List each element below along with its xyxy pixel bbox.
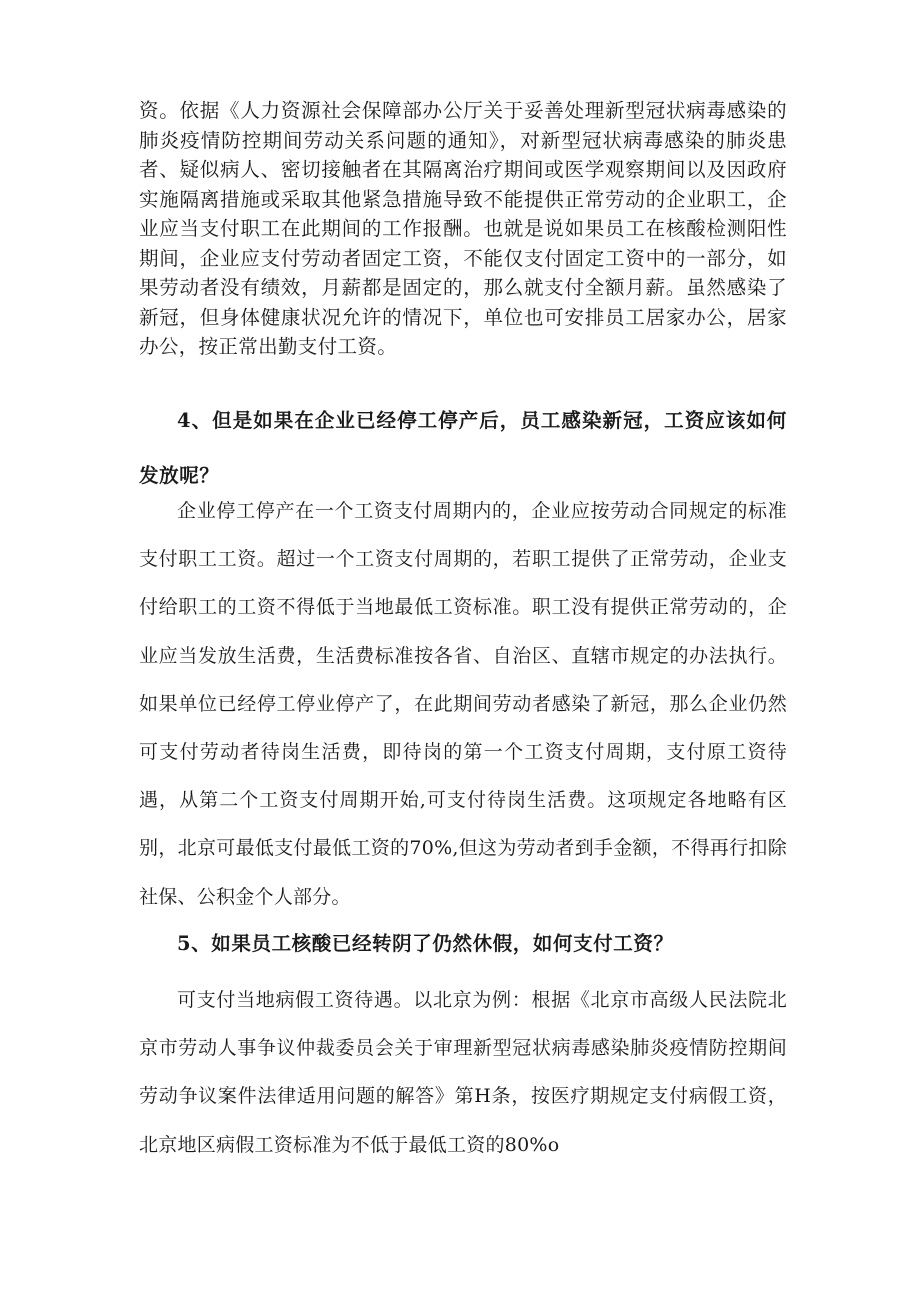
section-heading-4: 4、但是如果在企业已经停工停产后，员工感染新冠，工资应该如何发放呢？ xyxy=(139,409,787,487)
section-heading-5: 5、如果员工核酸已经转阴了仍然休假，如何支付工资？ xyxy=(177,932,674,955)
paragraph-section-4: 企业停工停产在一个工资支付周期内的，企业应按劳动合同规定的标准支付职工工资。超过一个工资支付周期的，若职工提供了正常劳动，企业支付给职工的工资不得低于当地最低工资标准。职工没有提供正常劳动的，企业应当发放生活费，生活费标准按各省、自治区、直辖市规定的办法执行。如果单位已经停工停业停产了，在此期间劳动者感染了新冠，那么企业仍然可支付劳动者待岗生活费，即待岗的第一个工资支付周期，支付原工资待遇，从第二个工资支付周期开始,可支付待岗生活费。这项规定各地略有区别，北京可最低支付最低工资的70%,但这为劳动者到手金额，不得再行扣除社保、公积金个人部分。 xyxy=(139,500,787,908)
paragraph-section-5: 可支付当地病假工资待遇。以北京为例：根据《北京市高级人民法院北京市劳动人事争议仲裁委员会关于审理新型冠状病毒感染肺炎疫情防控期间劳动争议案件法律适用问题的解答》第H条，按医疗期规定支付病假工资，北京地区病假工资标准为不低于最低工资的80%o xyxy=(139,989,787,1156)
paragraph-continuation: 资。依据《人力资源社会保障部办公厅关于妥善处理新型冠状病毒感染的肺炎疫情防控期间劳动关系问题的通知》，对新型冠状病毒感染的肺炎患者、疑似病人、密切接触者在其隔离治疗期间或医学观察期间以及因政府实施隔离措施或采取其他紧急措施导致不能提供正常劳动的企业职工，企业应当支付职工在此期间的工作报酬。也就是说如果员工在核酸检测阳性期间，企业应支付劳动者固定工资，不能仅支付固定工资中的一部分，如果劳动者没有绩效，月薪都是固定的，那么就支付全额月薪。虽然感染了新冠，但身体健康状况允许的情况下，单位也可安排员工居家办公，居家办公，按正常出勤支付工资。 xyxy=(139,99,787,358)
